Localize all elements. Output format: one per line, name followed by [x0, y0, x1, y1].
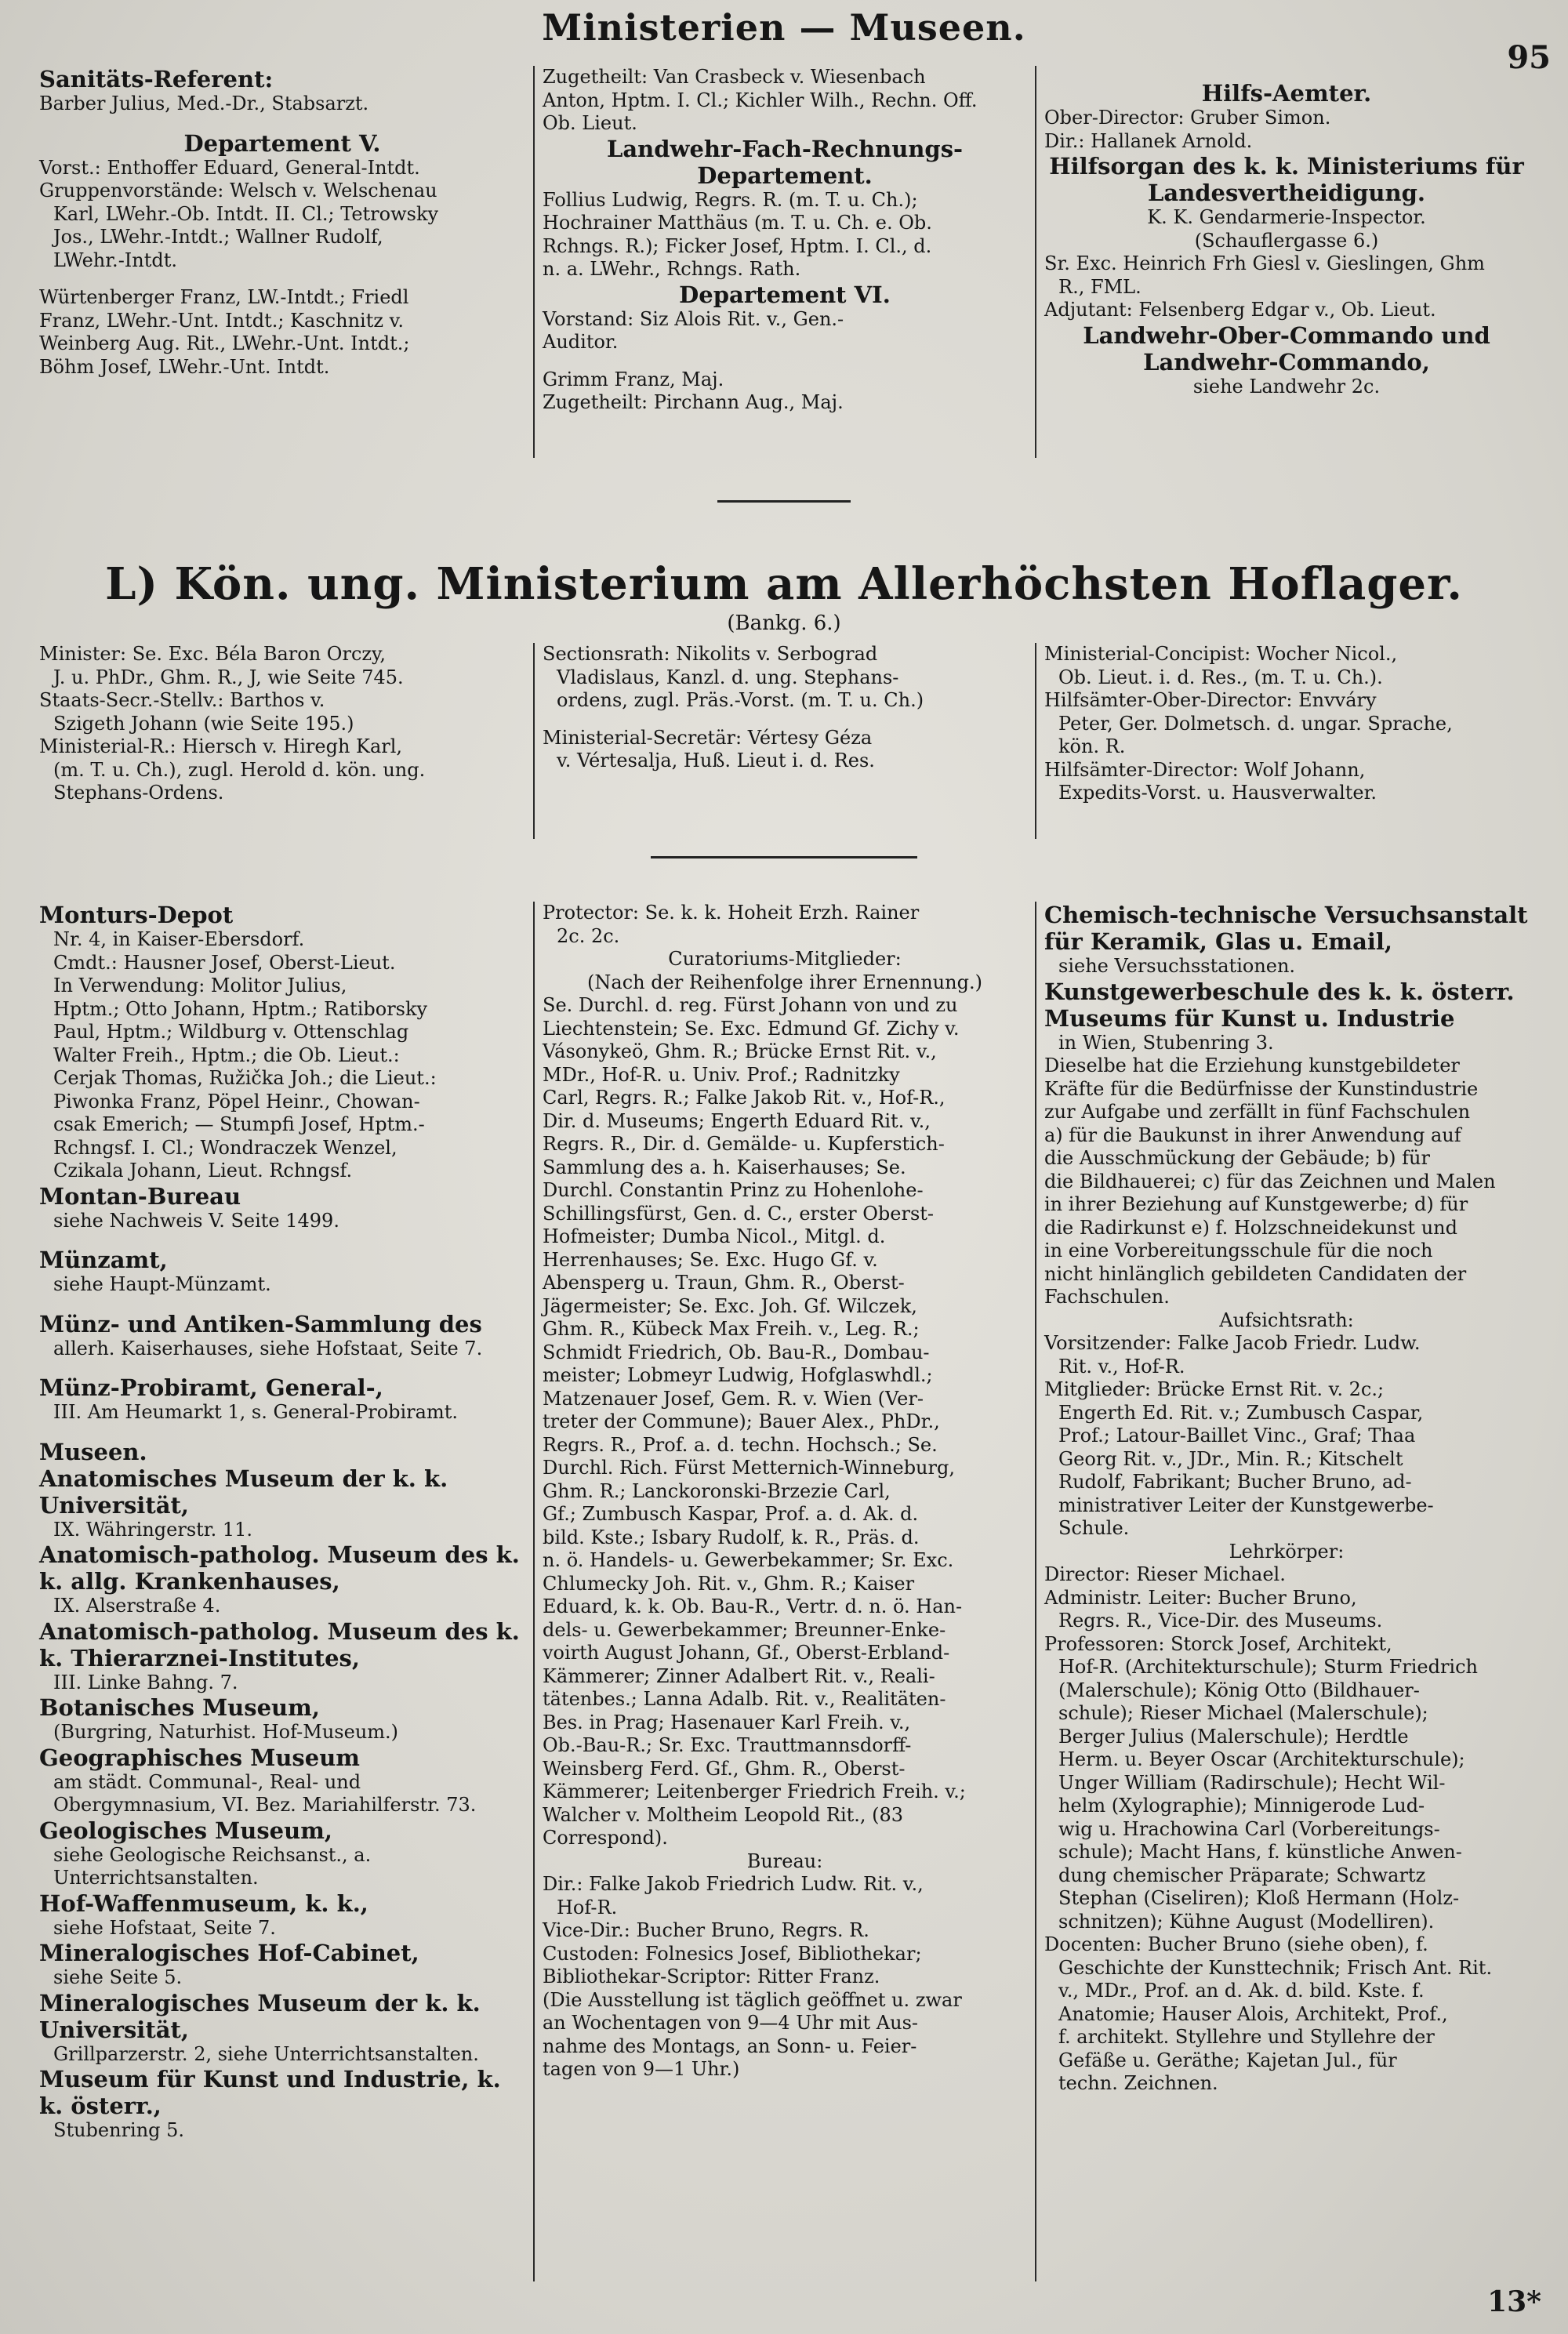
spacer — [39, 1297, 525, 1311]
entry-line: Jos., LWehr.-Intdt.; Wallner Rudolf, — [53, 226, 383, 248]
entry-line: Rchngsf. I. Cl.; Wondraczek Wenzel, — [53, 1136, 397, 1159]
entry-line: siehe Hofstaat, Seite 7. — [53, 1916, 276, 1939]
entry-line: Weinberg Aug. Rit., LWehr.-Unt. Intdt.; — [39, 332, 410, 354]
entry-heading: Departement V. — [183, 129, 381, 157]
entry-line: Liechtenstein; Se. Exc. Edmund Gf. Zichy v. — [543, 1017, 960, 1040]
entry-line: IX. Alserstraße 4. — [53, 1595, 221, 1617]
entry-line: csak Emerich; — Stumpfi Josef, Hptm.- — [53, 1113, 425, 1135]
entry-line: Lehrkörper: — [1229, 1540, 1345, 1563]
entry-line: Curatoriums-Mitglieder: — [668, 948, 902, 970]
entry-heading: Museen. — [39, 1438, 147, 1465]
entry-line: Hof-R. — [557, 1896, 618, 1918]
entry-line: schnitzen); Kühne August (Modelliren). — [1058, 1910, 1435, 1933]
entry-heading: Geographisches Museum — [39, 1744, 360, 1771]
entry-line: Kämmerer; Zinner Adalbert Rit. v., Reali- — [543, 1664, 935, 1687]
entry-line: Docenten: Bucher Bruno (siehe oben), f. — [1044, 1933, 1428, 1955]
entry-line: Geschichte der Kunsttechnik; Frisch Ant. Rit. — [1058, 1956, 1493, 1979]
entry-line: Barber Julius, Med.-Dr., Stabsarzt. — [39, 93, 369, 114]
entry-line: Paul, Hptm.; Wildburg v. Ottenschlag — [53, 1021, 409, 1043]
spacer — [543, 354, 1027, 368]
entry-line: dels- u. Gewerbekammer; Breunner-Enke- — [543, 1618, 946, 1641]
entry-line: Prof.; Latour-Baillet Vinc., Graf; Thaa — [1058, 1425, 1416, 1446]
entry-heading: Hof-Waffenmuseum, k. k., — [39, 1889, 368, 1917]
entry-line: tagen von 9—1 Uhr.) — [543, 2058, 740, 2080]
entry-line: Jägermeister; Se. Exc. Joh. Gf. Wilczek, — [543, 1294, 917, 1317]
entry-line: Dir. d. Museums; Engerth Eduard Rit. v., — [543, 1109, 931, 1132]
entry-line: R., FML. — [1058, 275, 1142, 298]
entry-line: Peter, Ger. Dolmetsch. d. ungar. Sprache, — [1058, 712, 1453, 735]
entry-line: Aufsichtsrath: — [1219, 1309, 1354, 1331]
entry-line: Rchngs. R.); Ficker Josef, Hptm. I. Cl., d. — [543, 234, 932, 257]
entry-line: Ministerial-Concipist: Wocher Nicol., — [1044, 643, 1398, 665]
entry-line: Fachschulen. — [1044, 1286, 1170, 1308]
entry-line: in ihrer Beziehung auf Kunstgewerbe; d) für — [1044, 1193, 1468, 1215]
entry-line: Walter Freih., Hptm.; die Ob. Lieut.: — [53, 1044, 400, 1066]
entry-line: In Verwendung: Molitor Julius, — [53, 975, 347, 996]
entry-line: Abensperg u. Traun, Ghm. R., Oberst- — [543, 1272, 905, 1294]
entry-line: Ministerial-Secretär: Vértesy Géza — [543, 726, 873, 749]
entry-line: Schmidt Friedrich, Ob. Bau-R., Dombau- — [543, 1341, 930, 1363]
spacer — [39, 272, 525, 286]
entry-line: Schule. — [1058, 1517, 1130, 1539]
entry-heading: Monturs-Depot — [39, 902, 234, 928]
entry-heading: Geologisches Museum, — [39, 1817, 332, 1844]
entry-line: Karl, LWehr.-Ob. Intdt. II. Cl.; Tetrowsky — [53, 202, 439, 225]
entry-heading: Departement VI. — [679, 281, 891, 308]
entry-line: n. a. LWehr., Rchngs. Rath. — [543, 258, 801, 280]
entry-line: a) für die Baukunst in ihrer Anwendung auf — [1044, 1123, 1461, 1146]
entry-heading: Landwehr-Ober-Commando und Landwehr-Commando, — [1083, 321, 1490, 376]
entry-line: Sammlung des a. h. Kaiserhauses; Se. — [543, 1156, 906, 1178]
entry-line: Adjutant: Felsenberg Edgar v., Ob. Lieut. — [1044, 299, 1436, 321]
entry-heading: Hilfsorgan des k. k. Ministeriums für Landesvertheidigung. — [1049, 153, 1524, 206]
page-number: 95 — [1507, 39, 1551, 76]
entry-line: Staats-Secr.-Stellv.: Barthos v. — [39, 689, 325, 711]
entry-line: meister; Lobmeyr Ludwig, Hofglaswhdl.; — [543, 1364, 933, 1386]
entry-line: Unger William (Radirschule); Hecht Wil- — [1058, 1771, 1446, 1794]
entry-line: Engerth Ed. Rit. v.; Zumbusch Caspar, — [1058, 1401, 1424, 1424]
entry-line: helm (Xylographie); Minnigerode Lud- — [1058, 1795, 1425, 1817]
entry-line: Chlumecky Joh. Rit. v., Ghm. R.; Kaiser — [543, 1572, 915, 1595]
entry-line: Hofmeister; Dumba Nicol., Mitgl. d. — [543, 1225, 886, 1247]
entry-line: Stephans-Ordens. — [53, 782, 224, 804]
entry-line: Kämmerer; Leitenberger Friedrich Freih. v.; — [543, 1780, 966, 1802]
entry-line: Protector: Se. k. k. Hoheit Erzh. Rainer — [543, 902, 920, 924]
entry-line: (Burgring, Naturhist. Hof-Museum.) — [53, 1721, 399, 1743]
spacer — [39, 1425, 525, 1439]
entry-line: J. u. PhDr., Ghm. R., J, wie Seite 745. — [53, 666, 404, 688]
entry-line: schule); Macht Hans, f. künstliche Anwen- — [1058, 1841, 1462, 1863]
bottom-col-1 — [31, 902, 533, 2281]
entry-line: IX. Währingerstr. 11. — [53, 1518, 253, 1541]
entry-line: (m. T. u. Ch.), zugl. Herold d. kön. ung. — [53, 758, 426, 781]
entry-line: Eduard, k. k. Ob. Bau-R., Vertr. d. n. ö. Han- — [543, 1595, 963, 1617]
entry-line: Zugetheilt: Van Crasbeck v. Wiesenbach — [543, 66, 926, 88]
entry-line: Nr. 4, in Kaiser-Ebersdorf. — [53, 928, 305, 950]
spacer — [39, 1360, 525, 1374]
entry-line: Herm. u. Beyer Oscar (Architekturschule); — [1058, 1748, 1465, 1770]
entry-line: Hptm.; Otto Johann, Hptm.; Ratiborsky — [53, 997, 428, 1020]
entry-line: Durchl. Constantin Prinz zu Hohenlohe- — [543, 1179, 924, 1201]
entry-line: Auditor. — [543, 331, 619, 353]
entry-line: Carl, Regrs. R.; Falke Jakob Rit. v., Hof-R., — [543, 1087, 946, 1109]
entry-line: schule); Rieser Michael (Malerschule); — [1058, 1702, 1428, 1724]
entry-line: Walcher v. Moltheim Leopold Rit., (83 — [543, 1803, 904, 1826]
entry-line: Professoren: Storck Josef, Architekt, — [1044, 1632, 1392, 1655]
running-title: Ministerien — Museen. — [542, 6, 1026, 49]
entry-line: f. architekt. Styllehre und Styllehre der — [1058, 2026, 1435, 2048]
entry-line: (Die Ausstellung ist täglich geöffnet u. zwar — [543, 1988, 962, 2011]
entry-line: Hochrainer Matthäus (m. T. u. Ch. e. Ob. — [543, 212, 932, 234]
entry-line: (Schauflergasse 6.) — [1194, 229, 1379, 252]
entry-line: Böhm Josef, LWehr.-Unt. Intdt. — [39, 355, 330, 378]
signature-mark: 13* — [1487, 2285, 1541, 2318]
bottom-col-3 — [1035, 902, 1537, 2281]
entry-line: Sr. Exc. Heinrich Frh Giesl v. Gieslingen, Ghm — [1044, 252, 1485, 274]
entry-line: Gefäße u. Geräthe; Kajetan Jul., für — [1058, 2049, 1397, 2071]
entry-line: Würtenberger Franz, LW.-Intdt.; Friedl — [39, 286, 409, 308]
entry-line: Berger Julius (Malerschule); Herdtle — [1058, 1725, 1409, 1748]
spacer — [39, 116, 525, 130]
entry-line: Regrs. R., Vice-Dir. des Museums. — [1058, 1610, 1383, 1632]
entry-line: Se. Durchl. d. reg. Fürst Johann von und zu — [543, 994, 958, 1016]
entry-line: Cmdt.: Hausner Josef, Oberst-Lieut. — [53, 951, 396, 974]
entry-line: Ob. Lieut. i. d. Res., (m. T. u. Ch.). — [1058, 666, 1383, 688]
bottom-band — [31, 902, 1537, 2281]
entry-line: Grillparzerstr. 2, siehe Unterrichtsanstalten. — [53, 2042, 479, 2065]
section-divider-top — [717, 500, 851, 503]
entry-heading: Münz- und Antiken-Sammlung des — [39, 1310, 482, 1338]
entry-line: Follius Ludwig, Regrs. R. (m. T. u. Ch.); — [543, 188, 918, 211]
entry-line: LWehr.-Intdt. — [53, 249, 178, 271]
entry-line: Vásonykeö, Ghm. R.; Brücke Ernst Rit. v., — [543, 1040, 937, 1062]
top-col-2 — [533, 66, 1035, 458]
entry-line: nicht hinlänglich gebildeten Candidaten der — [1044, 1262, 1467, 1285]
entry-line: Rit. v., Hof-R. — [1058, 1355, 1185, 1378]
spacer — [543, 713, 1027, 727]
entry-line: die Bildhauerei; c) für das Zeichnen und Malen — [1044, 1170, 1496, 1192]
entry-line: Vorsitzender: Falke Jacob Friedr. Ludw. — [1044, 1332, 1421, 1354]
entry-line: Gruppenvorstände: Welsch v. Welschenau — [39, 180, 437, 201]
entry-heading: Landwehr-Fach-Rechnungs-Departement. — [606, 135, 964, 189]
entry-line: die Radirkunst e) f. Holzschneidekunst und — [1044, 1216, 1457, 1239]
entry-heading: Museum für Kunst und Industrie, k. k. österr., — [39, 2066, 501, 2119]
top-col-3 — [1035, 66, 1537, 458]
entry-line: MDr., Hof-R. u. Univ. Prof.; Radnitzky — [543, 1063, 900, 1086]
running-head — [0, 0, 1568, 76]
entry-line: Szigeth Johann (wie Seite 195.) — [53, 712, 354, 735]
entry-line: zur Aufgabe und zerfällt in fünf Fachschulen — [1044, 1101, 1471, 1123]
entry-heading: Hilfs-Aemter. — [1201, 80, 1372, 107]
entry-line: (Nach der Reihenfolge ihrer Ernennung.) — [587, 971, 982, 993]
entry-line: Durchl. Rich. Fürst Metternich-Winneburg, — [543, 1457, 955, 1479]
entry-line: treter der Commune); Bauer Alex., PhDr., — [543, 1410, 940, 1432]
entry-line: Minister: Se. Exc. Béla Baron Orczy, — [39, 643, 387, 665]
entry-line: siehe Landwehr 2c. — [1192, 375, 1381, 397]
entry-heading: Anatomisches Museum der k. k. Universität, — [39, 1465, 448, 1519]
entry-line: siehe Haupt-Münzamt. — [53, 1273, 271, 1295]
entry-line: Franz, LWehr.-Unt. Intdt.; Kaschnitz v. — [39, 309, 404, 332]
entry-heading: Münz-Probiramt, General-, — [39, 1374, 383, 1401]
entry-line: Ober-Director: Gruber Simon. — [1044, 107, 1331, 129]
entry-line: an Wochentagen von 9—4 Uhr mit Aus- — [543, 2012, 919, 2034]
entry-line: III. Linke Bahng. 7. — [53, 1671, 238, 1693]
entry-line: in eine Vorbereitungsschule für die noch — [1044, 1240, 1433, 1261]
entry-line: Ob.-Bau-R.; Sr. Exc. Trauttmannsdorff- — [543, 1734, 912, 1756]
entry-line: Schillingsfürst, Gen. d. C., erster Oberst- — [543, 1202, 935, 1225]
entry-heading: Montan-Bureau — [39, 1182, 241, 1210]
entry-line: Ob. Lieut. — [543, 112, 637, 134]
entry-line: Gf.; Zumbusch Kaspar, Prof. a. d. Ak. d. — [543, 1503, 919, 1525]
entry-line: in Wien, Stubenring 3. — [1058, 1031, 1274, 1054]
entry-line: Matzenauer Josef, Gem. R. v. Wien (Ver- — [543, 1387, 924, 1410]
entry-heading: Anatomisch-patholog. Museum des k. k. allg. Krankenhauses, — [39, 1541, 520, 1595]
section-divider-bottom — [651, 856, 917, 858]
entry-line: Hilfsämter-Ober-Director: Envváry — [1044, 689, 1377, 711]
mid-col-1 — [31, 643, 533, 839]
entry-line: Cerjak Thomas, Ružička Joh.; die Lieut.: — [53, 1067, 437, 1089]
entry-line: K. K. Gendarmerie-Inspector. — [1147, 206, 1426, 228]
entry-line: Vladislaus, Kanzl. d. ung. Stephans- — [557, 666, 899, 688]
entry-line: Czikala Johann, Lieut. Rchngsf. — [53, 1160, 353, 1182]
entry-line: dung chemischer Präparate; Schwartz — [1058, 1864, 1426, 1886]
entry-line: Vorstand: Siz Alois Rit. v., Gen.- — [543, 307, 844, 330]
spacer — [1044, 66, 1529, 80]
entry-line: Ghm. R., Kübeck Max Freih. v., Leg. R.; — [543, 1318, 920, 1340]
entry-line: Anton, Hptm. I. Cl.; Kichler Wilh., Rechn. Off. — [543, 89, 978, 111]
entry-line: v. Vértesalja, Huß. Lieut i. d. Res. — [557, 750, 875, 771]
entry-line: Vorst.: Enthoffer Eduard, General-Intdt. — [39, 156, 420, 179]
entry-line: tätenbes.; Lanna Adalb. Rit. v., Realitäten- — [543, 1688, 946, 1710]
entry-line: Sectionsrath: Nikolits v. Serbograd — [543, 643, 878, 665]
entry-line: Dieselbe hat die Erziehung kunstgebildeter — [1044, 1054, 1460, 1076]
entry-line: Director: Rieser Michael. — [1044, 1563, 1286, 1585]
mid-band — [31, 643, 1537, 839]
section-title: L) Kön. ung. Ministerium am Allerhöchsten Hoflager. — [105, 558, 1463, 610]
spacer — [39, 1232, 525, 1247]
bottom-col-2 — [533, 902, 1035, 2281]
entry-line: allerh. Kaiserhauses, siehe Hofstaat, Seite 7. — [53, 1337, 483, 1359]
entry-line: siehe Seite 5. — [53, 1966, 183, 1988]
entry-line: am städt. Communal-, Real- und Obergymnasium, VI. Bez. Mariahilferstr. 73. — [53, 1770, 477, 1816]
entry-line: Herrenhauses; Se. Exc. Hugo Gf. v. — [543, 1248, 878, 1271]
entry-line: n. ö. Handels- u. Gewerbekammer; Sr. Exc. — [543, 1549, 954, 1571]
top-band — [31, 66, 1537, 458]
entry-line: Dir.: Falke Jakob Friedrich Ludw. Rit. v., — [543, 1873, 924, 1895]
entry-line: III. Am Heumarkt 1, s. General-Probiramt. — [53, 1401, 458, 1423]
entry-line: Expedits-Vorst. u. Hausverwalter. — [1058, 782, 1377, 804]
section-subtitle: (Bankg. 6.) — [727, 612, 841, 635]
entry-line: (Malerschule); König Otto (Bildhauer- — [1058, 1679, 1420, 1701]
entry-line: techn. Zeichnen. — [1058, 2072, 1218, 2094]
entry-line: bild. Kste.; Isbary Rudolf, k. R., Präs. d. — [543, 1526, 920, 1548]
entry-line: Ghm. R.; Lanckoronski-Brzezie Carl, — [543, 1479, 891, 1502]
entry-line: die Ausschmückung der Gebäude; b) für — [1044, 1147, 1430, 1169]
entry-line: Georg Rit. v., JDr., Min. R.; Kitschelt — [1058, 1447, 1403, 1470]
entry-line: Regrs. R., Dir. d. Gemälde- u. Kupferstich- — [543, 1133, 945, 1155]
entry-heading: Chemisch-technische Versuchsanstalt für Keramik, Glas u. Email, — [1044, 902, 1528, 955]
entry-line: ministrativer Leiter der Kunstgewerbe- — [1058, 1494, 1434, 1516]
entry-line: Piwonka Franz, Pöpel Heinr., Chowan- — [53, 1090, 420, 1113]
entry-heading: Mineralogisches Hof-Cabinet, — [39, 1940, 419, 1966]
entry-line: Bibliothekar-Scriptor: Ritter Franz. — [543, 1966, 880, 1987]
entry-line: Grimm Franz, Maj. — [543, 368, 724, 390]
entry-line: kön. R. — [1058, 735, 1126, 757]
entry-line: siehe Nachweis V. Seite 1499. — [53, 1209, 339, 1232]
entry-heading: Münzamt, — [39, 1247, 168, 1273]
entry-line: Kräfte für die Bedürfnisse der Kunstindustrie — [1044, 1077, 1479, 1100]
entry-line: Administr. Leiter: Bucher Bruno, — [1044, 1586, 1357, 1609]
entry-line: nahme des Montags, an Sonn- u. Feier- — [543, 2035, 917, 2057]
entry-line: Rudolf, Fabrikant; Bucher Bruno, ad- — [1058, 1471, 1412, 1493]
entry-line: Correspond). — [543, 1827, 668, 1849]
entry-line: siehe Geologische Reichsanst., a. Unterrichtsanstalten. — [53, 1843, 372, 1889]
entry-line: Hof-R. (Architekturschule); Sturm Friedrich — [1058, 1656, 1478, 1678]
entry-line: Vice-Dir.: Bucher Bruno, Regrs. R. — [543, 1919, 869, 1941]
entry-line: voirth August Johann, Gf., Oberst-Erbland- — [543, 1642, 950, 1664]
entry-line: Custoden: Folnesics Josef, Bibliothekar; — [543, 1942, 922, 1965]
entry-heading: Sanitäts-Referent: — [39, 66, 274, 93]
mid-col-3 — [1035, 643, 1537, 839]
entry-heading: Anatomisch-patholog. Museum des k. k. Thierarznei-Institutes, — [39, 1617, 520, 1672]
entry-line: Hilfsämter-Director: Wolf Johann, — [1044, 758, 1366, 781]
top-col-1 — [31, 66, 533, 458]
entry-line: Dir.: Hallanek Arnold. — [1044, 129, 1253, 152]
entry-line: Mitglieder: Brücke Ernst Rit. v. 2c.; — [1044, 1378, 1385, 1400]
entry-line: Stephan (Ciseliren); Kloß Hermann (Holz- — [1058, 1887, 1460, 1909]
entry-line: Regrs. R., Prof. a. d. techn. Hochsch.; Se. — [543, 1433, 938, 1456]
entry-heading: Mineralogisches Museum der k. k. Universität, — [39, 1989, 481, 2043]
mid-col-2 — [533, 643, 1035, 839]
entry-line: Bureau: — [746, 1849, 823, 1872]
entry-line: Stubenring 5. — [53, 2119, 185, 2141]
entry-line: Ministerial-R.: Hiersch v. Hiregh Karl, — [39, 735, 403, 757]
entry-line: ordens, zugl. Präs.-Vorst. (m. T. u. Ch.) — [557, 689, 924, 711]
entry-heading: Kunstgewerbeschule des k. k. österr. Museums für Kunst u. Industrie — [1044, 978, 1515, 1032]
entry-line: 2c. 2c. — [557, 924, 620, 947]
entry-heading: Botanisches Museum, — [39, 1694, 320, 1721]
entry-line: Zugetheilt: Pirchann Aug., Maj. — [543, 391, 844, 413]
entry-line: Anatomie; Hauser Alois, Architekt, Prof., — [1058, 2002, 1448, 2025]
entry-line: v., MDr., Prof. an d. Ak. d. bild. Kste. f. — [1058, 1980, 1425, 2002]
entry-line: Bes. in Prag; Hasenauer Karl Freih. v., — [543, 1711, 911, 1733]
entry-line: siehe Versuchsstationen. — [1058, 955, 1296, 977]
entry-line: Weinsberg Ferd. Gf., Ghm. R., Oberst- — [543, 1757, 906, 1780]
entry-line: wig u. Hrachowina Carl (Vorbereitungs- — [1058, 1817, 1440, 1840]
